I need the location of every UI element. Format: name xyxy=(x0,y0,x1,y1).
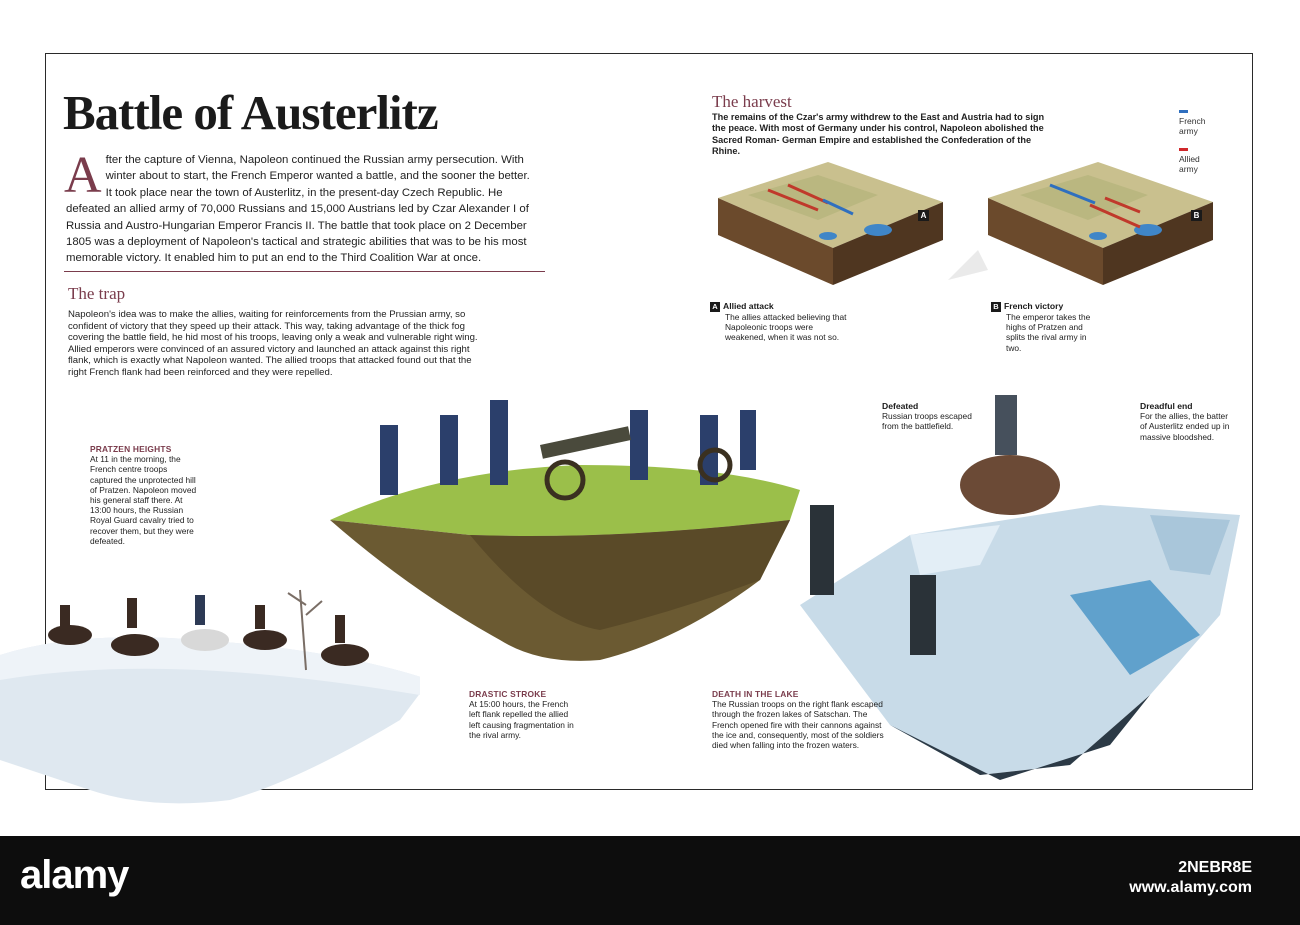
defeated-caption xyxy=(882,401,972,432)
trap-heading: The trap xyxy=(68,284,126,303)
legend-swatch-french xyxy=(1179,110,1188,113)
harvest-heading: The harvest xyxy=(712,92,792,111)
terrain-map-a xyxy=(708,150,988,300)
harvest-text: The remains of the Czar's army withdrew to the East and Austria had to sign the peace. With most of Germany under his control, Napoleon abolished the Sacred Roman- German Empire and established the Confederation of the Rhine. xyxy=(712,112,1045,157)
legend-label-french: French army xyxy=(1179,116,1206,136)
legend-label-allied: Allied army xyxy=(1179,154,1200,174)
dreadful-caption xyxy=(1140,401,1230,442)
drastic-heading: DRASTIC STROKE xyxy=(469,689,547,699)
map-b-caption-badge: B xyxy=(991,302,1001,312)
dreadful-heading: Dreadful end xyxy=(1140,401,1193,411)
lake-caption xyxy=(712,689,887,750)
intro-dropcap: A xyxy=(64,147,102,204)
section-divider xyxy=(64,271,545,272)
pratzen-heading: PRATZEN HEIGHTS xyxy=(90,444,172,454)
page-title: Battle of Austerlitz xyxy=(63,85,438,140)
terrain-map-b xyxy=(980,150,1260,300)
intro-text: fter the capture of Vienna, Napoleon continued the Russian army persecution. With winter about to start, the French Emperor wanted a battle, and the sooner the better. It took place near the town of Austerlitz, in the present-day Czech Republic. He defeated an allied army of 70,000 Russians and 15,000 Austrians led by Czar Alexander I of Russia and Austro-Hungarian Emperor Francis II. The battle that took place on 2 December 1805 was a deployment of Napoleon's tactical and strategic abilities that was to be his most memorable victory. It enabled him to put an end to the Third Coalition War at once. xyxy=(66,154,530,265)
watermark-id-block xyxy=(1129,858,1252,898)
pratzen-text: At 11 in the morning, the French centre troops captured the unprotected hill of Pratzen. Napoleon moved his general staff there. At 13:00 hours, the Russian Royal Guard cavalry tried to recover them, but they were defeated. xyxy=(90,454,197,546)
green-island-illustration xyxy=(320,370,810,665)
map-b-text: The emperor takes the highs of Pratzen and splits the rival army in two. xyxy=(1006,312,1091,353)
watermark-url: www.alamy.com xyxy=(1129,879,1252,896)
map-b-caption xyxy=(991,301,1101,353)
trap-text: Napoleon's idea was to make the allies, waiting for reinforcements from the Prussian army, so confident of victory that they speed up their attack. This way, taking advantage of the thick fog covering the battle field, he hid most of his troops, leaving only a weak and vulnerable right wing. Allied emperors were convinced of an assured victory and launched an attack against this right flank, which is exactly what Napoleon wanted. The allied troops that attacked found out that the right French flank had been reinforced and they were repelled. xyxy=(68,309,478,378)
lake-text: The Russian troops on the right flank escaped through the frozen lakes of Satschan. The French opened fire with their cannons against the ice and, consequently, most of the soldiers died when falling into the frozen waters. xyxy=(712,699,884,751)
map-a-heading: Allied attack xyxy=(723,301,774,311)
map-a-badge: A xyxy=(918,210,929,221)
lake-heading: DEATH IN THE LAKE xyxy=(712,689,799,699)
defeated-heading: Defeated xyxy=(882,401,919,411)
drastic-text: At 15:00 hours, the French left flank repelled the allied left causing fragmentation in the rival army. xyxy=(469,699,574,740)
defeated-text: Russian troops escaped from the battlefield. xyxy=(882,411,972,432)
map-a-text: The allies attacked believing that Napoleonic troops were weakened, when it was not so. xyxy=(725,312,847,343)
dreadful-text: For the allies, the batter of Austerlitz ended up in massive bloodshed. xyxy=(1140,411,1230,442)
pratzen-caption xyxy=(90,444,200,546)
map-a-caption xyxy=(710,301,855,343)
map-b-heading: French victory xyxy=(1004,301,1064,311)
intro-paragraph xyxy=(64,147,536,267)
watermark-bar xyxy=(0,836,1300,925)
watermark-logo: alamy xyxy=(20,853,129,897)
watermark-image-id: 2NEBR8E xyxy=(1178,859,1252,876)
map-a-caption-badge: A xyxy=(710,302,720,312)
map-b-badge: B xyxy=(1191,210,1202,221)
drastic-caption xyxy=(469,689,574,740)
